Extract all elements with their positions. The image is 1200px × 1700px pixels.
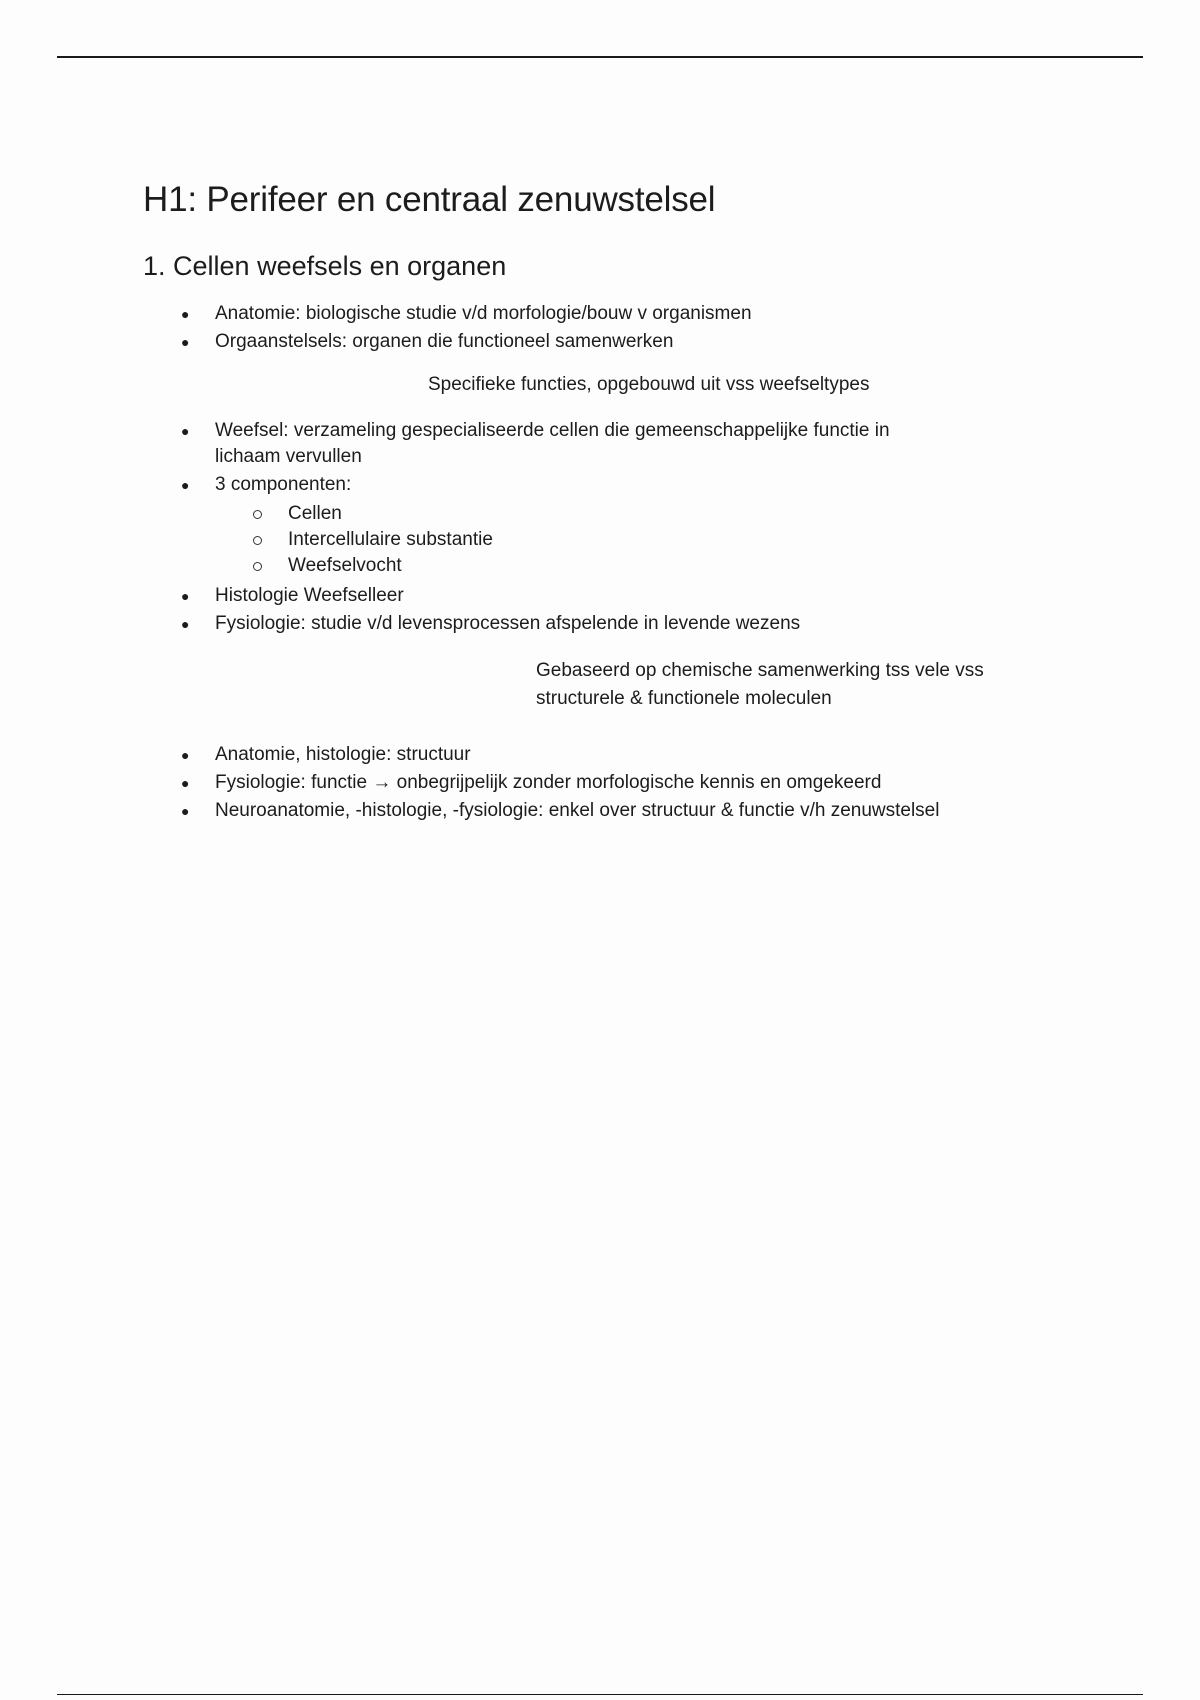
sub-bullet-icon <box>253 510 262 519</box>
list-item: Neuroanatomie, -histologie, -fysiologie: enkel over structuur & functie v/h zenuwstelsel <box>215 800 940 821</box>
bullet-icon: ● <box>181 423 190 439</box>
list-item: 3 componenten: <box>215 474 352 495</box>
indented-note: structurele & functionele moleculen <box>536 688 832 709</box>
sub-list-item: Cellen <box>288 503 342 524</box>
header-rule <box>57 56 1143 58</box>
sub-bullet-icon <box>253 562 262 571</box>
sub-list-item: Weefselvocht <box>288 555 402 576</box>
list-item: Histologie Weefselleer <box>215 585 404 606</box>
bullet-icon: ● <box>181 616 190 632</box>
list-item: Anatomie: biologische studie v/d morfologie/bouw v organismen <box>215 303 752 324</box>
list-item: Fysiologie: studie v/d levensprocessen afspelende in levende wezens <box>215 613 801 634</box>
bullet-icon: ● <box>181 775 190 791</box>
section-heading: 1. Cellen weefsels en organen <box>143 251 507 281</box>
bullet-icon: ● <box>181 588 190 604</box>
list-item: Orgaanstelsels: organen die functioneel samenwerken <box>215 331 674 352</box>
indented-note: Gebaseerd op chemische samenwerking tss vele vss <box>536 660 984 681</box>
bullet-icon: ● <box>181 477 190 493</box>
list-item: Fysiologie: functie → onbegrijpelijk zonder morfologische kennis en omgekeerd <box>215 772 882 793</box>
sub-bullet-icon <box>253 536 262 545</box>
list-item-continuation: lichaam vervullen <box>215 446 362 467</box>
bullet-icon: ● <box>181 747 190 763</box>
bullet-icon: ● <box>181 306 190 322</box>
sub-list-item: Intercellulaire substantie <box>288 529 493 550</box>
bullet-icon: ● <box>181 803 190 819</box>
indented-note: Specifieke functies, opgebouwd uit vss weefseltypes <box>428 374 870 395</box>
list-item: Weefsel: verzameling gespecialiseerde cellen die gemeenschappelijke functie in <box>215 420 890 441</box>
bullet-icon: ● <box>181 334 190 350</box>
footer-rule <box>57 1694 1143 1695</box>
page-title: H1: Perifeer en centraal zenuwstelsel <box>143 180 716 219</box>
list-item: Anatomie, histologie: structuur <box>215 744 471 765</box>
